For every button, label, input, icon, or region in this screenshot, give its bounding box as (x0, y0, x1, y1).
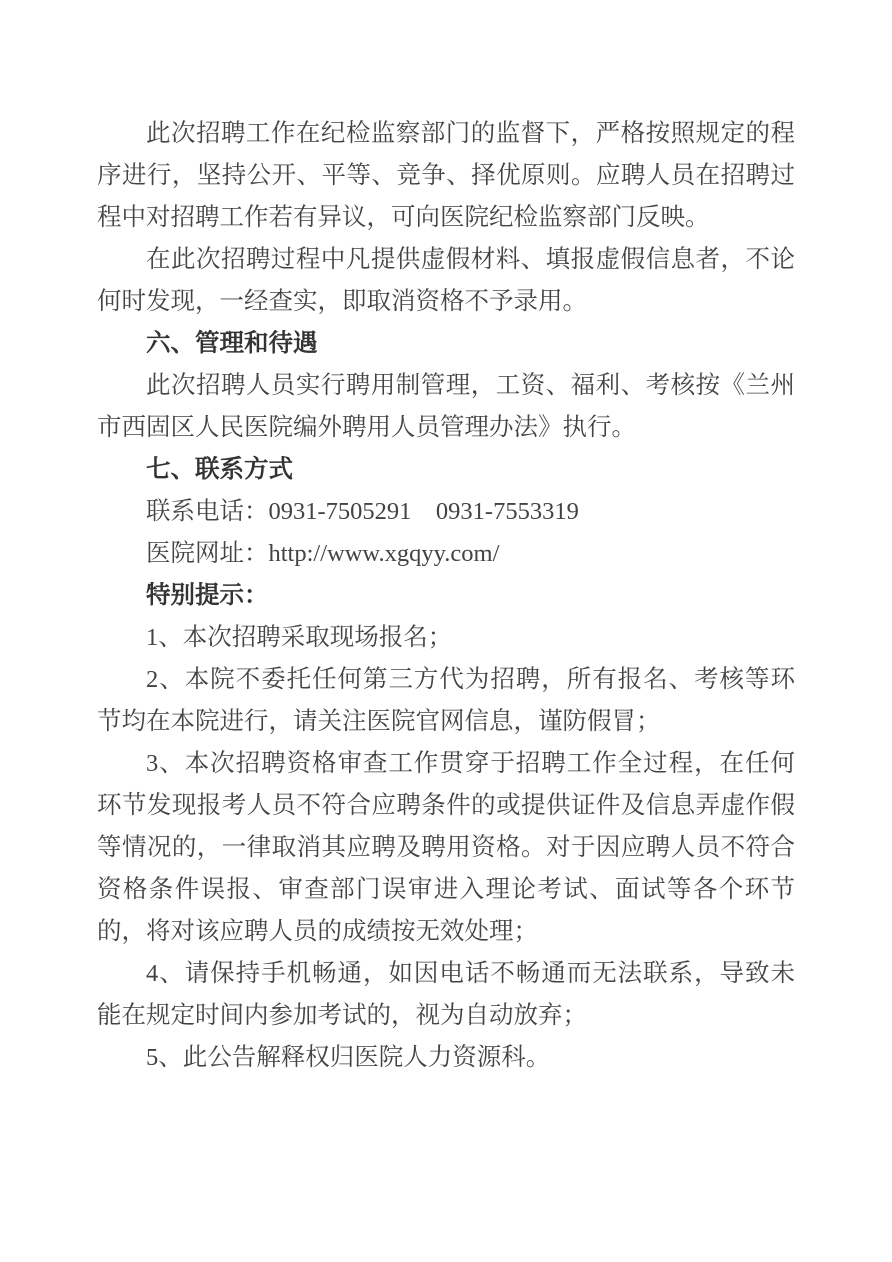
paragraph-management-policy: 此次招聘人员实行聘用制管理，工资、福利、考核按《兰州市西固区人民医院编外聘用人员管理办法》执行。 (97, 372, 795, 441)
note-item-1: 1、本次招聘采取现场报名； (146, 624, 453, 651)
section-heading-management: 六、管理和待遇 (146, 330, 318, 357)
section-heading-contact: 七、联系方式 (146, 456, 293, 483)
note-item-2: 2、本院不委托任何第三方代为招聘，所有报名、考核等环节均在本院进行，请关注医院官网信息，谨防假冒； (97, 666, 795, 735)
paragraph-false-materials: 在此次招聘过程中凡提供虚假材料、填报虚假信息者，不论何时发现，一经查实，即取消资格不予录用。 (97, 246, 795, 315)
hospital-website-line: 医院网址：http://www.xgqyy.com/ (146, 540, 500, 567)
note-item-5: 5、此公告解释权归医院人力资源科。 (146, 1044, 551, 1071)
note-item-3: 3、本次招聘资格审查工作贯穿于招聘工作全过程，在任何环节发现报考人员不符合应聘条件的或提供证件及信息弄虚作假等情况的，一律取消其应聘及聘用资格。对于因应聘人员不符合资格条件误报、审查部门误审进入理论考试、面试等各个环节的，将对该应聘人员的成绩按无效处理； (97, 750, 795, 945)
document-body (97, 113, 795, 1079)
paragraph-supervision: 此次招聘工作在纪检监察部门的监督下，严格按照规定的程序进行，坚持公开、平等、竞争、择优原则。应聘人员在招聘过程中对招聘工作若有异议，可向医院纪检监察部门反映。 (97, 120, 795, 231)
note-item-4: 4、请保持手机畅通，如因电话不畅通而无法联系，导致未能在规定时间内参加考试的，视为自动放弃； (97, 960, 795, 1029)
contact-phone-line: 联系电话：0931-7505291 0931-7553319 (146, 498, 579, 525)
section-heading-special-note: 特别提示： (146, 582, 269, 609)
